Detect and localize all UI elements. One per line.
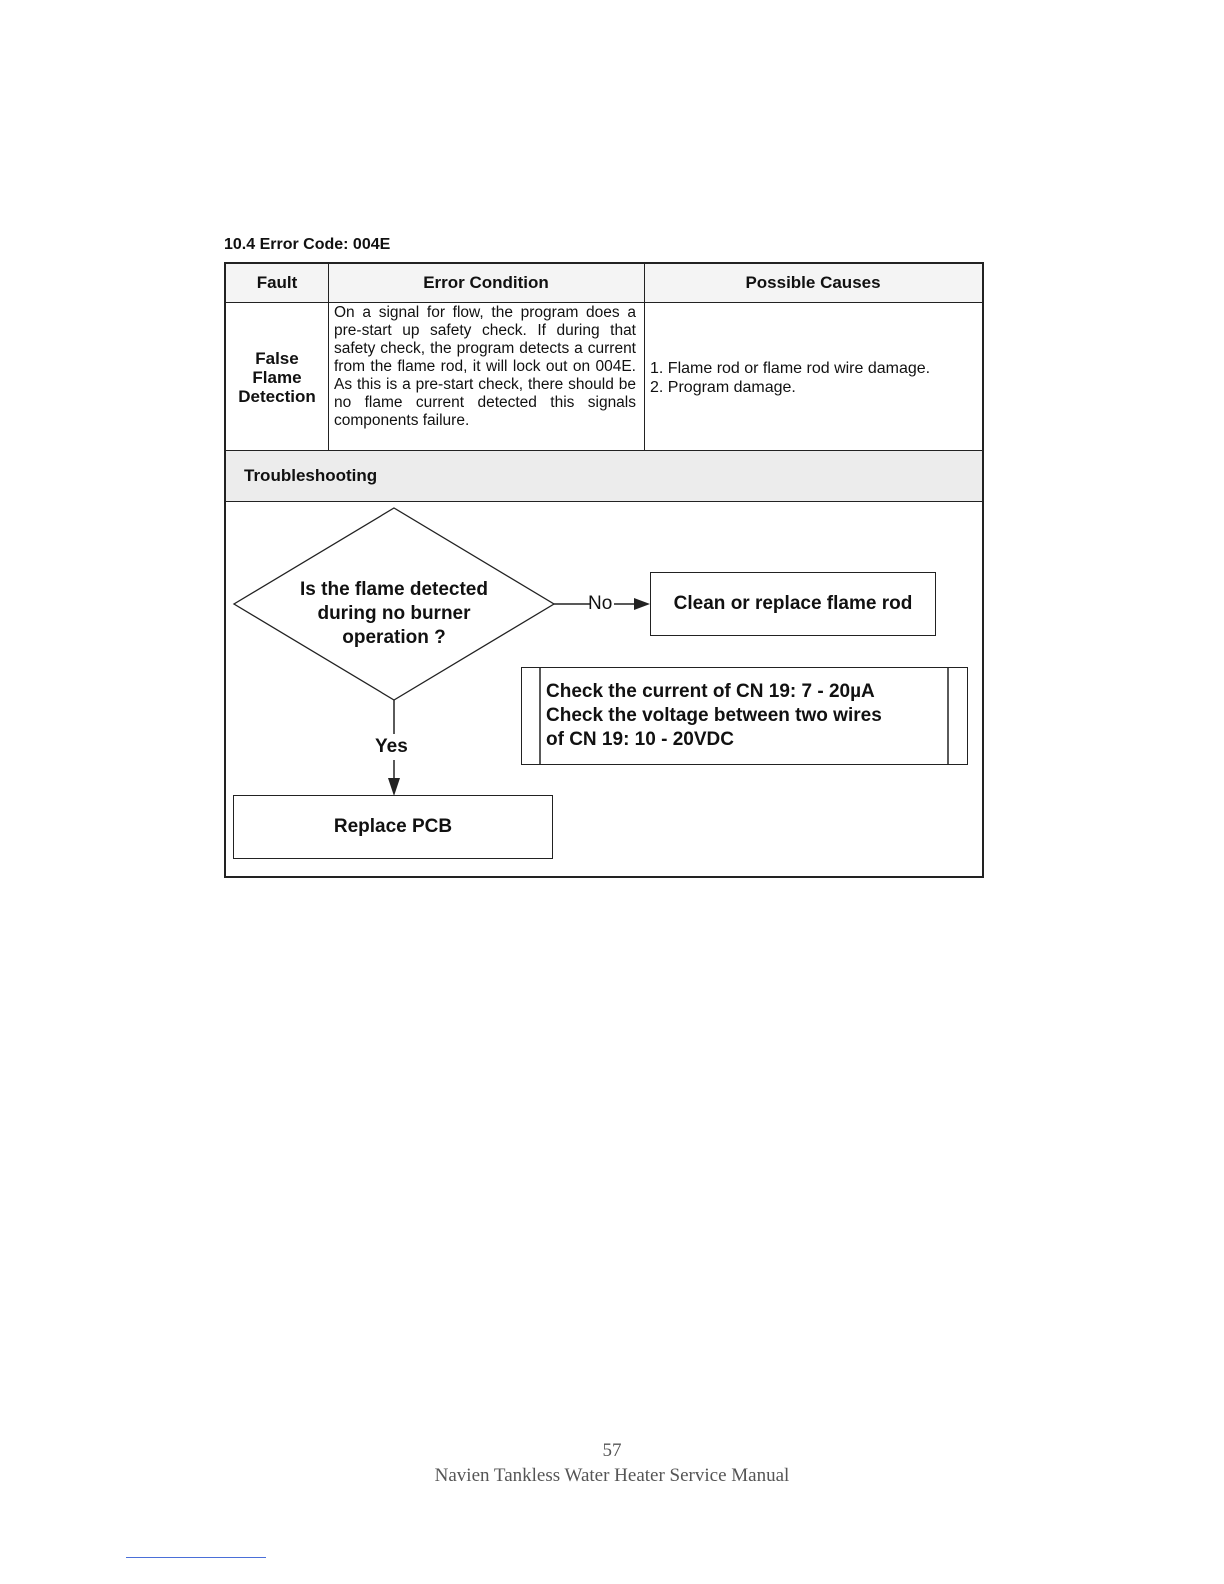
header-error-condition: Error Condition <box>328 264 644 303</box>
header-possible-causes: Possible Causes <box>644 264 982 303</box>
note-line-1: Check the current of CN 19: 7 - 20µA <box>546 681 875 702</box>
cause-item-1: 1. Flame rod or flame rod wire damage. <box>650 360 931 377</box>
footer-rule <box>126 1557 266 1558</box>
troubleshooting-header: Troubleshooting <box>226 450 982 502</box>
check-values-note <box>521 667 968 765</box>
clean-replace-flame-rod-box: Clean or replace flame rod <box>650 572 936 636</box>
section-title: 10.4 Error Code: 004E <box>224 236 391 253</box>
cause-item-2: 2. Program damage. <box>650 379 796 396</box>
note-line-2: Check the voltage between two wires <box>546 705 882 726</box>
yes-arrowhead <box>388 778 400 796</box>
fault-line-2: Flame <box>252 367 302 387</box>
header-fault: Fault <box>226 264 328 303</box>
fault-line-3: Detection <box>238 386 316 406</box>
error-condition-text: On a signal for flow, the program does a pre-start up safety check. If during that safety check, the program detects a current from the flame rod, it will lock out on 004E. As this is a pre-start check, there should be no flame current detected this signals components failure. <box>334 304 636 429</box>
decision-line-2: during no burner <box>317 603 471 624</box>
manual-title: Navien Tankless Water Heater Service Manual <box>434 1465 790 1486</box>
decision-line-3: operation ? <box>342 627 446 648</box>
page-number: 57 <box>602 1440 622 1461</box>
no-arrowhead <box>634 598 650 610</box>
note-line-3: of CN 19: 10 - 20VDC <box>546 729 734 750</box>
no-label: No <box>588 593 613 614</box>
yes-label: Yes <box>375 736 408 757</box>
fault-line-1: False <box>255 348 299 368</box>
decision-line-1: Is the flame detected <box>300 579 488 600</box>
decision-text <box>264 578 524 650</box>
replace-pcb-box: Replace PCB <box>233 795 553 859</box>
